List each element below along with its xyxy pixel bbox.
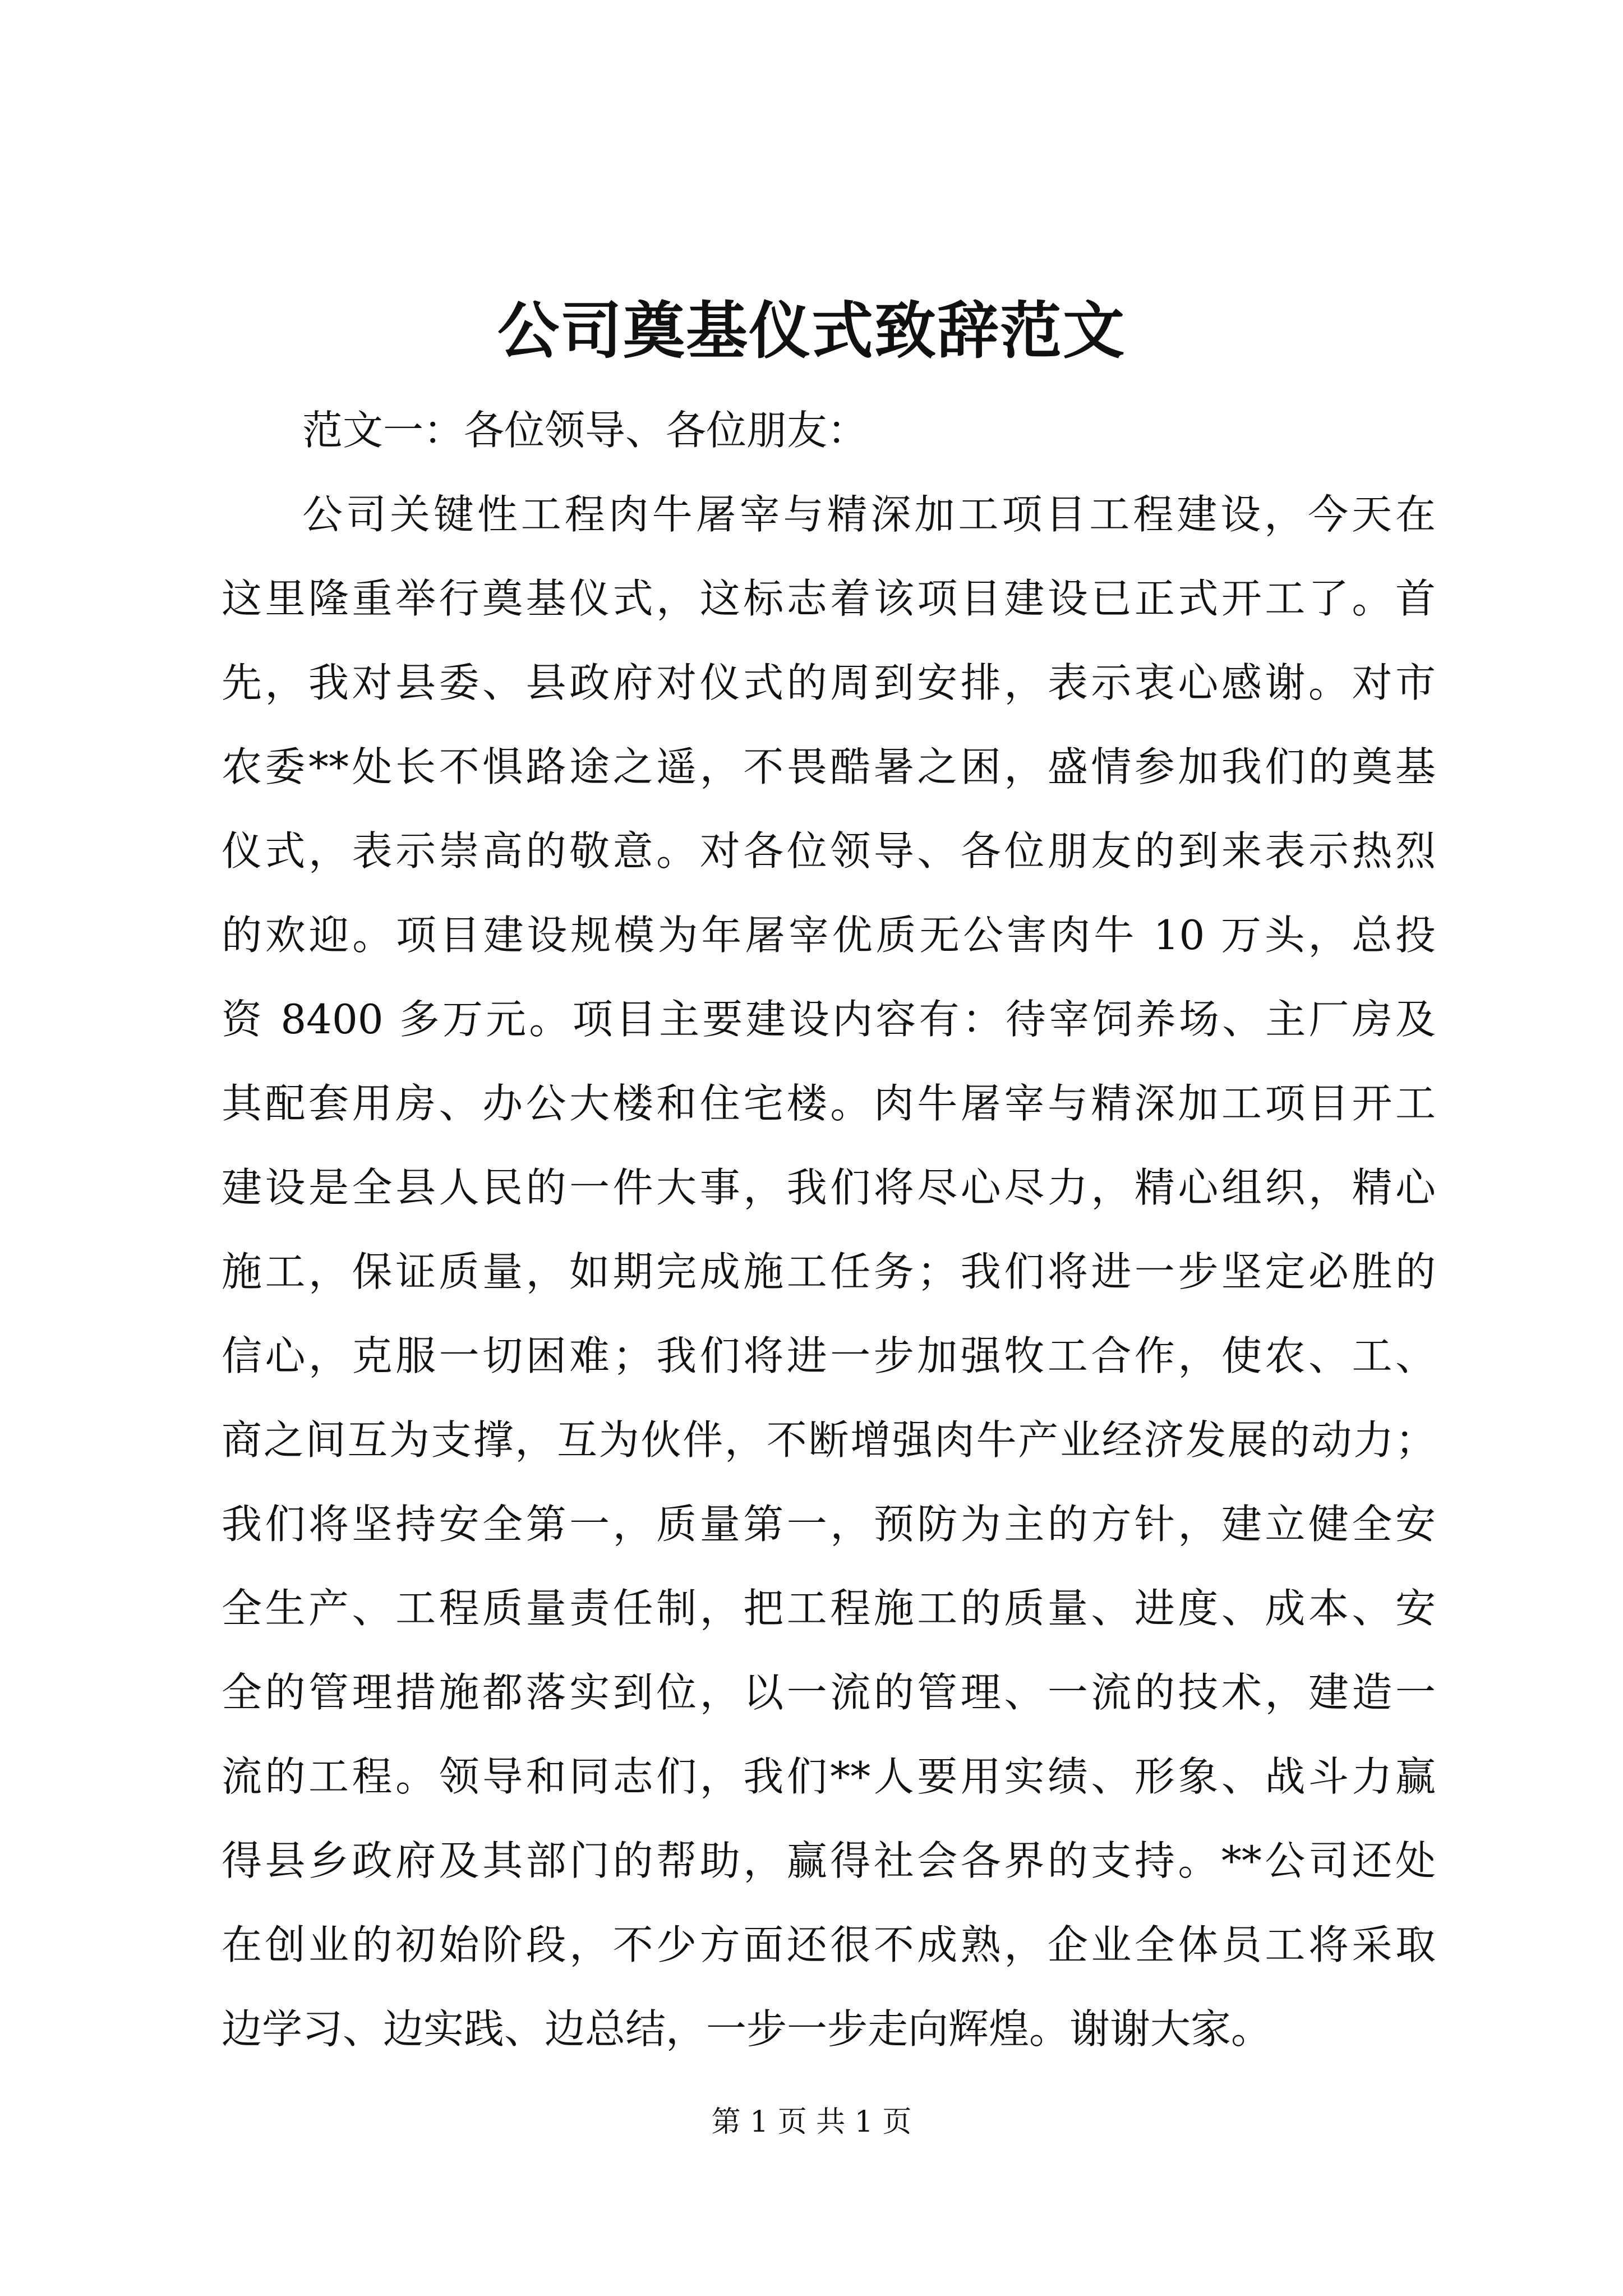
body-line: 建设是全县人民的一件大事，我们将尽心尽力，精心组织，精心 (222, 1164, 1436, 1211)
body-line: 施工，保证质量，如期完成施工任务；我们将进一步坚定必胜的 (222, 1248, 1436, 1295)
body-line: 全的管理措施都落实到位，以一流的管理、一流的技术，建造一 (222, 1669, 1436, 1716)
page-footer: 第 1 页 共 1 页 (711, 2105, 912, 2139)
body-line: 流的工程。领导和同志们，我们**人要用实绩、形象、战斗力赢 (222, 1753, 1436, 1800)
body-line: 边学习、边实践、边总结，一步一步走向辉煌。谢谢大家。 (222, 2005, 1272, 2053)
body-line: 其配套用房、办公大楼和住宅楼。肉牛屠宰与精深加工项目开工 (222, 1080, 1436, 1127)
document-body (222, 388, 1436, 2071)
document-title: 公司奠基仪式致辞范文 (497, 295, 1126, 367)
body-line: 的欢迎。项目建设规模为年屠宰优质无公害肉牛 10 万头，总投 (222, 912, 1436, 959)
body-line: 农委**处长不惧路途之遥，不畏酷暑之困，盛情参加我们的奠基 (222, 743, 1436, 790)
body-line: 我们将坚持安全第一，质量第一，预防为主的方针，建立健全安 (222, 1501, 1436, 1548)
body-line: 公司关键性工程肉牛屠宰与精深加工项目工程建设，今天在 (302, 491, 1436, 538)
body-line: 得县乡政府及其部门的帮助，赢得社会各界的支持。**公司还处 (222, 1837, 1436, 1884)
body-line: 在创业的初始阶段，不少方面还很不成熟，企业全体员工将采取 (222, 1921, 1436, 1968)
body-line: 仪式，表示崇高的敬意。对各位领导、各位朋友的到来表示热烈 (222, 827, 1436, 875)
body-line: 商之间互为支撑，互为伙伴，不断增强肉牛产业经济发展的动力； (222, 1416, 1436, 1464)
body-line: 先，我对县委、县政府对仪式的周到安排，表示衷心感谢。对市 (222, 659, 1436, 706)
body-line: 这里隆重举行奠基仪式，这标志着该项目建设已正式开工了。首 (222, 575, 1436, 622)
greeting-line: 范文一：各位领导、各位朋友： (302, 407, 868, 454)
body-line: 信心，克服一切困难；我们将进一步加强牧工合作，使农、工、 (222, 1332, 1436, 1379)
body-line: 资 8400 多万元。项目主要建设内容有：待宰饲养场、主厂房及 (222, 996, 1436, 1043)
body-line: 全生产、工程质量责任制，把工程施工的质量、进度、成本、安 (222, 1585, 1436, 1632)
